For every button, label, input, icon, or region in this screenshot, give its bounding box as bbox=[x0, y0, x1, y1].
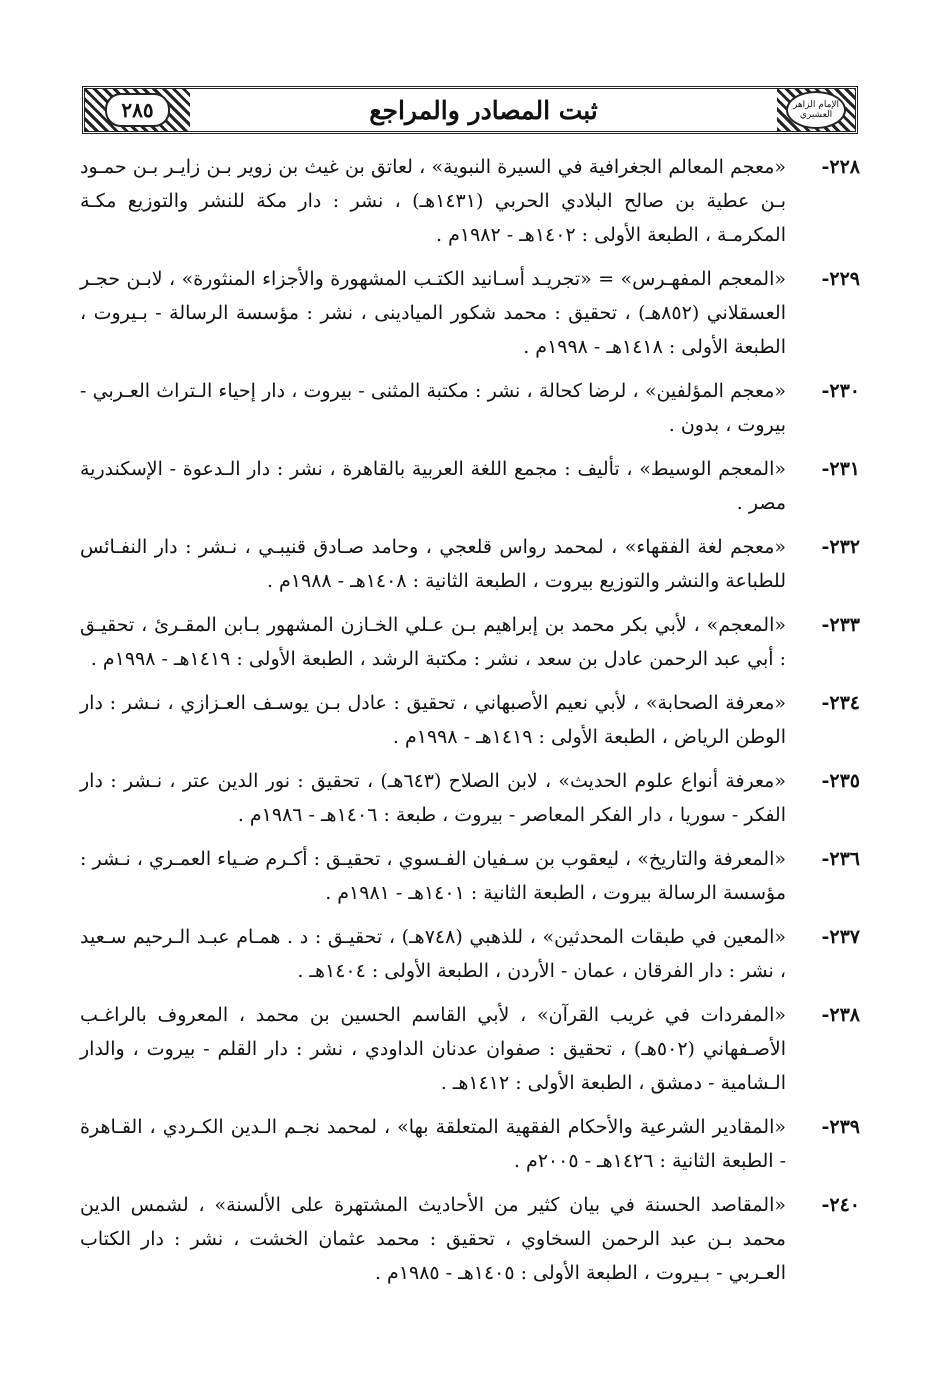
entry-text: «المقادير الشرعية والأحكام الفقهية المتعلقة بها» ، لمحمد نجـم الـدين الكـردي ، القـاهرة - الطبعة الثانية : ١٤٢٦هـ - ٢٠٠٥م . bbox=[80, 1116, 786, 1172]
bibliography-entry bbox=[80, 374, 860, 442]
entry-number: ٢٣٤- bbox=[821, 692, 860, 714]
entry-text: «المفردات في غريب القرآن» ، لأبي القاسم الحسين بن محمد ، المعروف بالراغـب الأصـفهاني (٥٠٢هـ) ، تحقيق : صفوان عدنان الداودي ، نشر : دار القلم - بيروت ، والدار الـشامية - دمشق ، الطبعة الأولى : ١٤١٢هـ . bbox=[80, 1004, 786, 1094]
entry-text: «المعجم الوسيط» ، تأليف : مجمع اللغة العربية بالقاهرة ، نشر : دار الـدعوة - الإسكندرية مصر . bbox=[80, 458, 786, 514]
entry-number: ٢٣٥- bbox=[821, 770, 860, 792]
entry-number: ٢٢٩- bbox=[821, 268, 860, 290]
bibliography-entry bbox=[80, 262, 860, 364]
bibliography-entry bbox=[80, 530, 860, 598]
page-header bbox=[82, 86, 858, 134]
entry-text: «معرفة الصحابة» ، لأبي نعيم الأصبهاني ، تحقيق : عادل بـن يوسـف العـزازي ، نـشر : دار الوطن الرياض ، الطبعة الأولى : ١٤١٩هـ - ١٩٩٨م . bbox=[80, 692, 786, 748]
entry-number: ٢٣٢- bbox=[821, 536, 860, 558]
entry-text: «المقاصد الحسنة في بيان كثير من الأحاديث المشتهرة على الألسنة» ، لشمس الدين محمد بـن عبد الرحمن السخاوي ، تحقيق : محمد عثمان الخشت ، نشر : دار الكتاب العـربي - بـيروت ، الطبعة الأولى : ١٤٠٥هـ - ١٩٨٥م . bbox=[80, 1194, 786, 1284]
entry-text: «المعين في طبقات المحدثين» ، للذهبي (٧٤٨هـ) ، تحقيـق : د . همـام عبـد الـرحيم سـعيد ، نشر : دار الفرقان ، عمان - الأردن ، الطبعة الأولى : ١٤٠٤هـ . bbox=[80, 926, 786, 982]
entry-text: «معرفة أنواع علوم الحديث» ، لابن الصلاح (٦٤٣هـ) ، تحقيق : نور الدين عتر ، نـشر : دار الفكر - سوريا ، دار الفكر المعاصر - بيروت ، طبعة : ١٤٠٦هـ - ١٩٨٦م . bbox=[80, 770, 786, 826]
bibliography-entry bbox=[80, 608, 860, 676]
entry-number: ٢٤٠- bbox=[821, 1194, 860, 1216]
bibliography-entry bbox=[80, 764, 860, 832]
page-number: ٢٨٥ bbox=[105, 93, 169, 127]
bibliography-entry bbox=[80, 150, 860, 252]
entry-number: ٢٣٠- bbox=[821, 380, 860, 402]
header-ornament-left bbox=[85, 89, 190, 131]
entry-text: «المعجم المفهـرس» = «تجريـد أسـانيد الكتـب المشهورة والأجزاء المنثورة» ، لابـن حجـر العسقلاني (٨٥٢هـ) ، تحقيق : محمد شكور الميادينى ، نشر : مؤسسة الرسالة - بـيروت ، الطبعة الأولى : ١٤١٨هـ - ١٩٩٨م . bbox=[80, 268, 786, 358]
bibliography-entry bbox=[80, 686, 860, 754]
bibliography-entry bbox=[80, 842, 860, 910]
header-ornament-right bbox=[777, 89, 855, 131]
entry-number: ٢٣٦- bbox=[821, 848, 860, 870]
entry-number: ٢٣٨- bbox=[821, 1004, 860, 1026]
bibliography-list bbox=[80, 150, 860, 1300]
entry-text: «معجم المؤلفين» ، لرضا كحالة ، نشر : مكتبة المثنى - بيروت ، دار إحياء الـتراث العـربي - بيروت ، بدون . bbox=[80, 380, 786, 436]
bibliography-entry bbox=[80, 920, 860, 988]
entry-text: «معجم المعالم الجغرافية في السيرة النبوية» ، لعاتق بن غيث بن زوير بـن زايـر بـن حمـود بـن عطية بن صالح البلادي الحربي (١٤٣١هـ) ، نشر : دار مكة للنشر والتوزيع مكـة المكرمـة ، الطبعة الأولى : ١٤٠٢هـ - ١٩٨٢م . bbox=[80, 156, 786, 246]
entry-number: ٢٣١- bbox=[821, 458, 860, 480]
bibliography-entry bbox=[80, 452, 860, 520]
entry-number: ٢٣٣- bbox=[821, 614, 860, 636]
bibliography-entry bbox=[80, 1110, 860, 1178]
entry-number: ٢٣٧- bbox=[821, 926, 860, 948]
page-title: ثبت المصادر والمراجع bbox=[369, 95, 598, 125]
entry-number: ٢٢٨- bbox=[821, 156, 860, 178]
entry-text: «المعرفة والتاريخ» ، ليعقوب بن سـفيان الفـسوي ، تحقيـق : أكـرم ضـياء العمـري ، نـشر : مؤسسة الرسالة بيروت ، الطبعة الثانية : ١٤٠١هـ - ١٩٨١م . bbox=[80, 848, 786, 904]
entry-number: ٢٣٩- bbox=[821, 1116, 860, 1138]
bibliography-entry bbox=[80, 998, 860, 1100]
entry-text: «المعجم» ، لأبي بكر محمد بن إبراهيم بـن عـلي الخـازن المشهور بـابن المقـرئ ، تحقيـق : أبي عبد الرحمن عادل بن سعد ، نشر : مكتبة الرشد ، الطبعة الأولى : ١٤١٩هـ - ١٩٩٨م . bbox=[80, 614, 786, 670]
bibliography-entry bbox=[80, 1188, 860, 1290]
seal-logo: الإمام الزاهر العشيري bbox=[786, 91, 846, 129]
entry-text: «معجم لغة الفقهاء» ، لمحمد رواس قلعجي ، وحامد صـادق قنيبـي ، نـشر : دار النفـائس للطباعة والنشر والتوزيع بيروت ، الطبعة الثانية : ١٤٠٨هـ - ١٩٨٨م . bbox=[80, 536, 786, 592]
